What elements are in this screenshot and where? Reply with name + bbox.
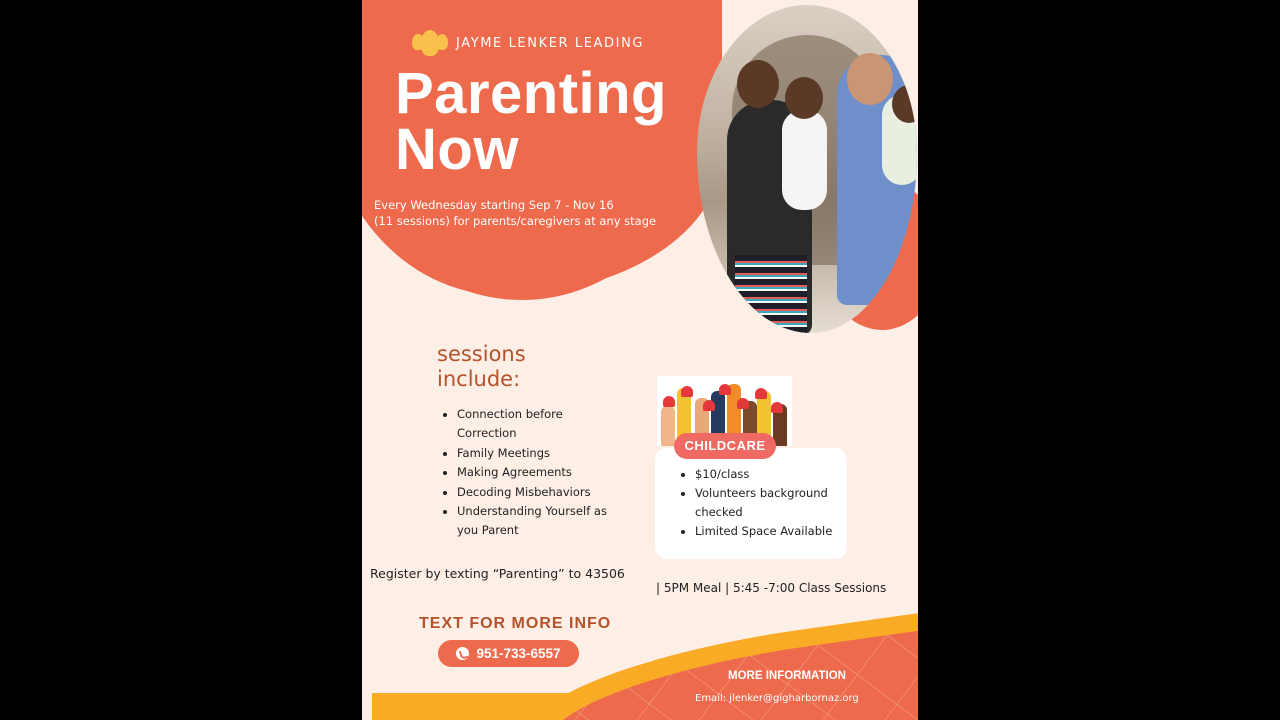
child-head xyxy=(785,77,823,119)
sessions-heading-line-1: sessions xyxy=(437,342,526,366)
text-info-heading: TEXT FOR MORE INFO xyxy=(419,615,612,632)
striped-skirt xyxy=(735,255,807,333)
more-info-heading: MORE INFORMATION xyxy=(728,670,846,682)
child-figure xyxy=(782,110,827,210)
register-text: Register by texting “Parenting” to 43506 xyxy=(370,566,625,581)
list-item: • Limited Space Available xyxy=(695,522,845,541)
sessions-list xyxy=(440,405,617,541)
schedule-line-2: (11 sessions) for parents/caregivers at any stage xyxy=(374,214,657,228)
phone-number: 951-733-6557 xyxy=(476,646,561,661)
schedule-times: | 5PM Meal | 5:45 -7:00 Class Sessions xyxy=(656,581,887,595)
sessions-heading xyxy=(437,342,526,392)
flyer xyxy=(362,0,918,720)
sessions-heading-line-2: include: xyxy=(437,367,521,391)
page-title xyxy=(395,61,667,182)
email-text[interactable]: Email: jlenker@gigharbornaz.org xyxy=(695,693,859,704)
mother-head xyxy=(737,60,779,108)
schedule-line-1: Every Wednesday starting Sep 7 - Nov 16 xyxy=(374,198,614,212)
people-heart-icon xyxy=(412,30,448,56)
list-item: • Making Agreements xyxy=(457,463,617,482)
schedule-text xyxy=(374,197,656,229)
list-item: • Decoding Misbehaviors xyxy=(457,483,617,502)
phone-icon xyxy=(456,647,469,660)
family-photo xyxy=(697,5,917,333)
childcare-badge: CHILDCARE xyxy=(674,433,776,459)
phone-button[interactable] xyxy=(438,640,579,667)
list-item: • $10/class xyxy=(695,465,845,484)
childcare-list xyxy=(677,465,845,541)
list-item: • Volunteers background checked xyxy=(695,484,845,522)
title-line-1: Parenting xyxy=(395,61,667,126)
list-item: • Family Meetings xyxy=(457,444,617,463)
organization-logo xyxy=(412,30,644,56)
list-item: • Connection before Correction xyxy=(457,405,617,444)
organization-name: JAYME LENKER LEADING xyxy=(456,35,645,51)
father-head xyxy=(847,53,893,105)
title-line-2: Now xyxy=(395,117,519,182)
list-item: • Understanding Yourself as you Parent xyxy=(457,502,617,541)
